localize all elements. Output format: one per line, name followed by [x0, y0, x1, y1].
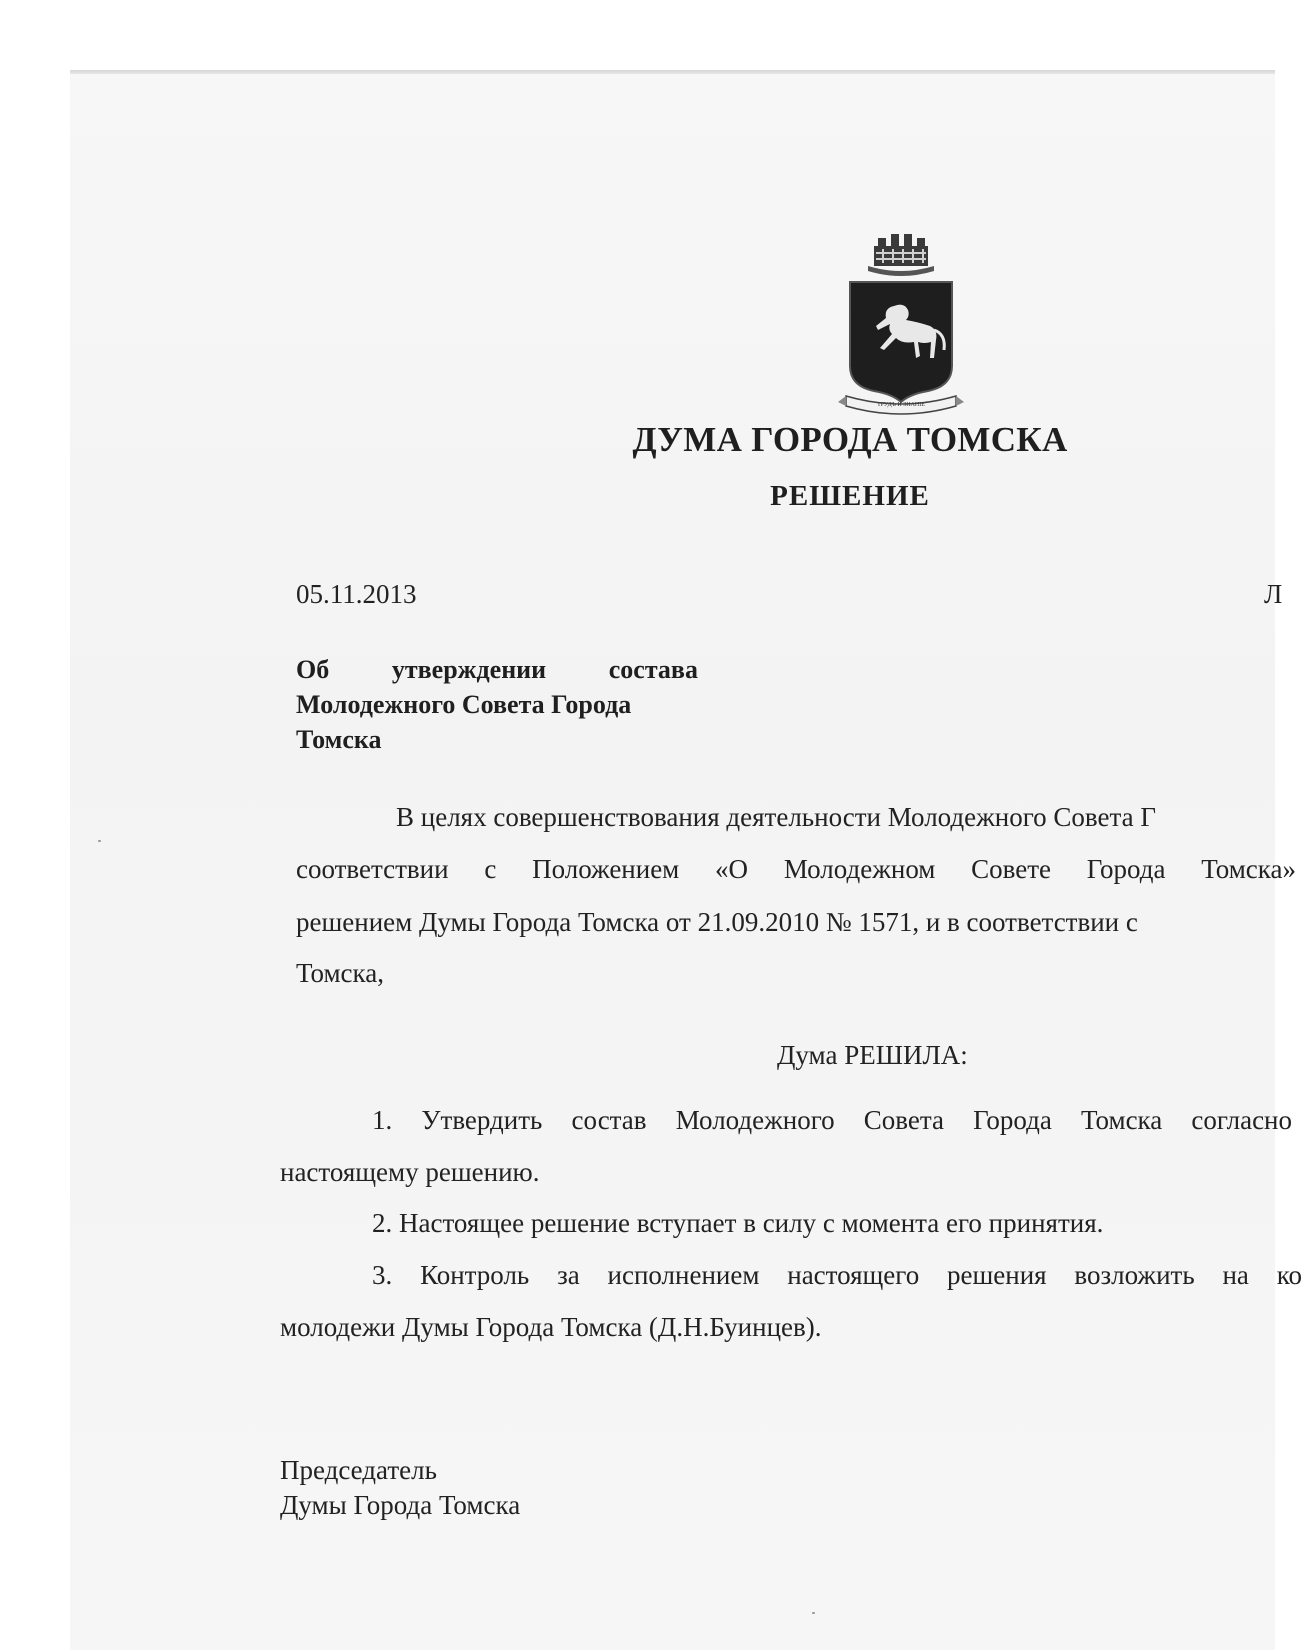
item-word: на	[1222, 1260, 1249, 1290]
subject-line-1	[296, 652, 698, 687]
item-1-line-1	[372, 1105, 1292, 1136]
preamble-word: Молодежном	[783, 854, 936, 884]
item-word: Совета	[863, 1105, 944, 1135]
subject-word: Об	[296, 655, 330, 684]
item-word: 1.	[372, 1105, 393, 1135]
preamble-line-2	[296, 854, 1296, 885]
decided-heading: Дума РЕШИЛА:	[777, 1040, 968, 1070]
item-word: Контроль	[420, 1260, 530, 1290]
item-word: исполнением	[607, 1260, 760, 1290]
item-1-line-2: настоящему решению.	[280, 1157, 540, 1187]
preamble-line-3: решением Думы Города Томска от 21.09.2010 № 1571, и в соответствии с	[296, 907, 1138, 937]
item-word: согласно	[1191, 1105, 1292, 1135]
item-word: настоящего	[787, 1260, 920, 1290]
document-subject	[296, 652, 698, 757]
preamble-line-1: В целях совершенствования деятельности Молодежного Совета Г	[396, 802, 1156, 832]
document-number-fragment: Л	[1264, 579, 1283, 609]
subject-line-3: Томска	[296, 725, 382, 754]
shield-icon	[850, 282, 952, 402]
preamble-line-4: Томска,	[296, 958, 384, 988]
item-word: ко	[1276, 1260, 1302, 1290]
subject-word: утверждении	[391, 655, 547, 684]
item-word: состав	[571, 1105, 647, 1135]
document-date: 05.11.2013	[296, 579, 417, 609]
doc-type-title: РЕШЕНИЕ	[770, 480, 930, 512]
subject-word: состава	[608, 655, 698, 684]
preamble-word: с	[484, 854, 497, 884]
item-word: решения	[947, 1260, 1047, 1290]
preamble-word: Томска»	[1201, 854, 1296, 884]
crown-icon	[868, 234, 934, 276]
item-word: за	[557, 1260, 580, 1290]
item-word: Томска	[1081, 1105, 1163, 1135]
preamble-word: Города	[1086, 854, 1166, 884]
signature-title-line-1: Председатель	[280, 1455, 437, 1485]
preamble-word: Положением	[532, 854, 680, 884]
item-word: 3.	[372, 1260, 393, 1290]
item-word: Молодежного	[675, 1105, 835, 1135]
preamble-word: «О	[715, 854, 749, 884]
item-3-line-2: молодежи Думы Города Томска (Д.Н.Буинцев).	[280, 1312, 822, 1342]
org-title: ДУМА ГОРОДА ТОМСКА	[632, 420, 1068, 459]
scan-speck	[98, 840, 101, 842]
item-word: возложить	[1074, 1260, 1195, 1290]
ribbon-motto: ТРУДЪ И ЗНАНІЕ	[877, 402, 925, 408]
item-word: Утвердить	[421, 1105, 543, 1135]
item-3-line-1	[372, 1260, 1302, 1291]
item-word: Города	[973, 1105, 1052, 1135]
item-2: 2. Настоящее решение вступает в силу с момента его принятия.	[372, 1208, 1104, 1238]
scan-speck	[812, 1612, 815, 1614]
preamble-word: соответствии	[296, 854, 449, 884]
signature-title-line-2: Думы Города Томска	[280, 1490, 521, 1520]
subject-line-2: Молодежного Совета Города	[296, 690, 632, 719]
preamble-word: Совете	[971, 854, 1052, 884]
tomsk-coat-of-arms-icon	[838, 226, 964, 420]
